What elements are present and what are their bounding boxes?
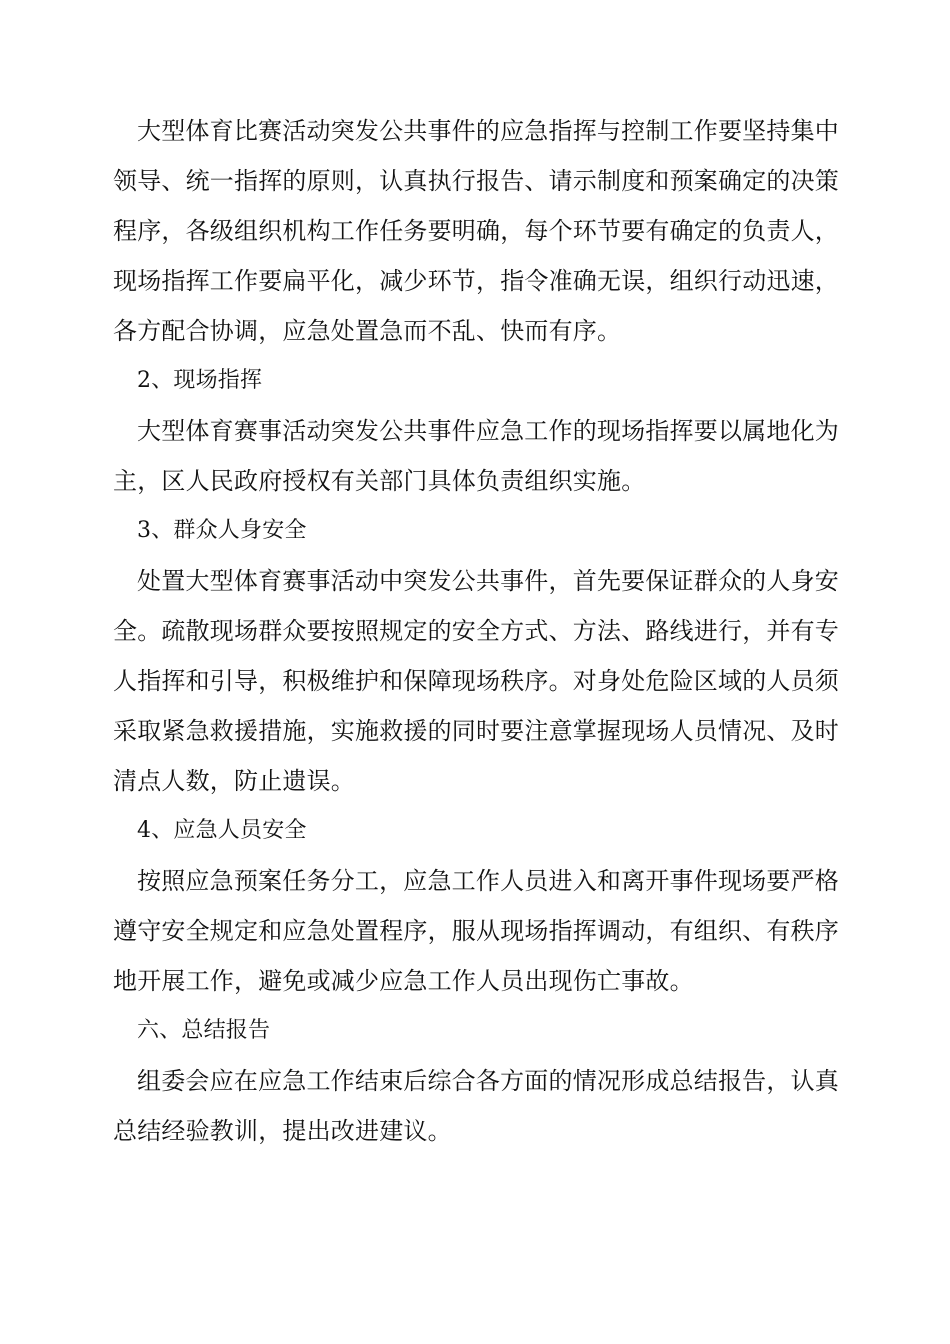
paragraph-responder-safety: 按照应急预案任务分工，应急工作人员进入和离开事件现场要严格遵守安全规定和应急处置程序，服从现场指挥调动，有组织、有秩序地开展工作，避免或减少应急工作人员出现伤亡事故。 [113,867,839,995]
paragraph-summary-report: 组委会应在应急工作结束后综合各方面的情况形成总结报告，认真总结经验教训，提出改进建议。 [113,1067,839,1145]
heading-responder-safety: 4、应急人员安全 [137,818,307,843]
heading-public-safety: 3、群众人身安全 [137,518,307,543]
paragraph-public-safety: 处置大型体育赛事活动中突发公共事件，首先要保证群众的人身安全。疏散现场群众要按照规定的安全方式、方法、路线进行，并有专人指挥和引导，积极维护和保障现场秩序。对身处危险区域的人员须采取紧急救援措施，实施救援的同时要注意掌握现场人员情况、及时清点人数，防止遗误。 [113,567,839,795]
document-body [113,106,839,1156]
paragraph-on-site-command: 大型体育赛事活动突发公共事件应急工作的现场指挥要以属地化为主，区人民政府授权有关部门具体负责组织实施。 [113,417,839,495]
heading-summary-report: 六、总结报告 [137,1018,271,1043]
paragraph-command-principles: 大型体育比赛活动突发公共事件的应急指挥与控制工作要坚持集中领导、统一指挥的原则，认真执行报告、请示制度和预案确定的决策程序，各级组织机构工作任务要明确，每个环节要有确定的负责人，现场指挥工作要扁平化，减少环节，指令准确无误，组织行动迅速，各方配合协调，应急处置急而不乱、快而有序。 [113,117,839,345]
heading-on-site-command: 2、现场指挥 [137,368,263,393]
